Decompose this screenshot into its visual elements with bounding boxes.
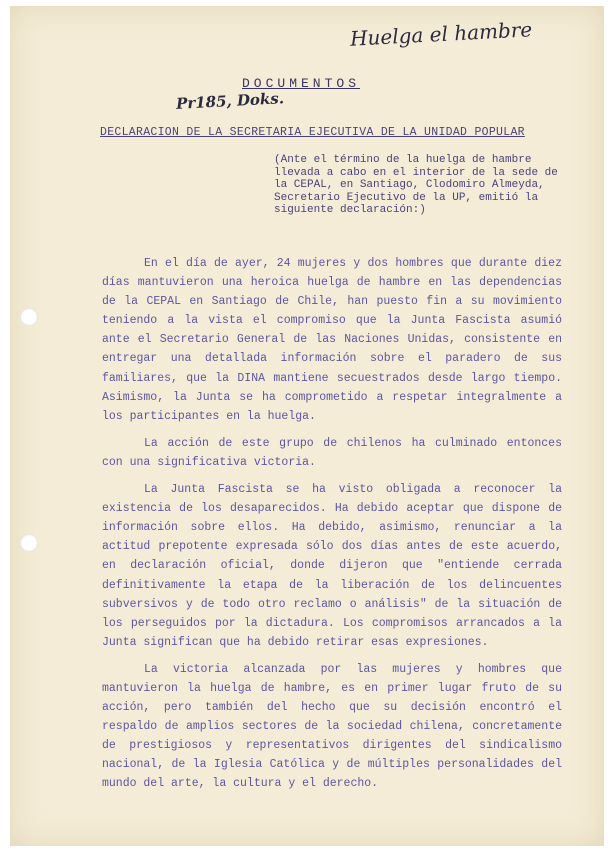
document-body: [102, 254, 562, 802]
handwritten-note: Huelga el hambre: [349, 17, 533, 51]
document-subtitle: DECLARACION DE LA SECRETARIA EJECUTIVA DE LA UNIDAD POPULAR: [100, 126, 525, 139]
document-page: [10, 6, 604, 846]
paragraph: En el día de ayer, 24 mujeres y dos hombres que durante diez días mantuvieron una heroica huelga de hambre en las dependencias de la CEPAL en Santiago de Chile, han puesto fin a su movimiento teniendo a la vista el compromiso que la Junta Fascista asumió ante el Secretario General de las Naciones Unidas, consistente en entregar una detallada información sobre el paradero de sus familiares, que la DINA mantiene secuestrados desde largo tiempo. Asimismo, la Junta se ha comprometido a respetar integralmente a los participantes en la huelga.: [102, 257, 562, 423]
paragraph: La victoria alcanzada por las mujeres y hombres que mantuvieron la huelga de hambre, es en primer lugar fruto de su acción, pero también del hecho que su decisión encontró el respaldo de amplios sectores de la sociedad chilena, concretamente de prestigiosos y representativos dirigentes del sindicalismo nacional, de la Iglesia Católica y de múltiples personalidades del mundo del arte, la cultura y el derecho.: [102, 662, 562, 791]
intro-note: (Ante el término de la huelga de hambre llevada a cabo en el interior de la sede de la CEPAL, en Santiago, Clodomiro Almeyda, Secretario Ejecutivo de la UP, emitió la siguiente declaración:): [274, 154, 558, 217]
document-title: DOCUMENTOS: [242, 76, 361, 91]
handwritten-reference: Pr185, Doks.: [175, 89, 285, 113]
punch-hole: [20, 308, 38, 326]
punch-hole: [20, 534, 38, 552]
paragraph: La acción de este grupo de chilenos ha culminado entonces con una significativa victoria.: [102, 436, 562, 469]
paragraph: La Junta Fascista se ha visto obligada a reconocer la existencia de los desaparecidos. Ha debido aceptar que dispone de información sobre ellos. Ha debido, asimismo, renunciar a la actitud prepotente expresada sólo dos días antes de este acuerdo, en declaración oficial, donde dijeron que "entiende cerrada definitivamente la etapa de la liberación de los delincuentes subversivos y de todo otro reclamo o análisis" de la situación de los perseguidos por la dictadura. Los compromisos arrancados a la Junta significan que ha debido retirar esas expresiones.: [102, 483, 562, 649]
